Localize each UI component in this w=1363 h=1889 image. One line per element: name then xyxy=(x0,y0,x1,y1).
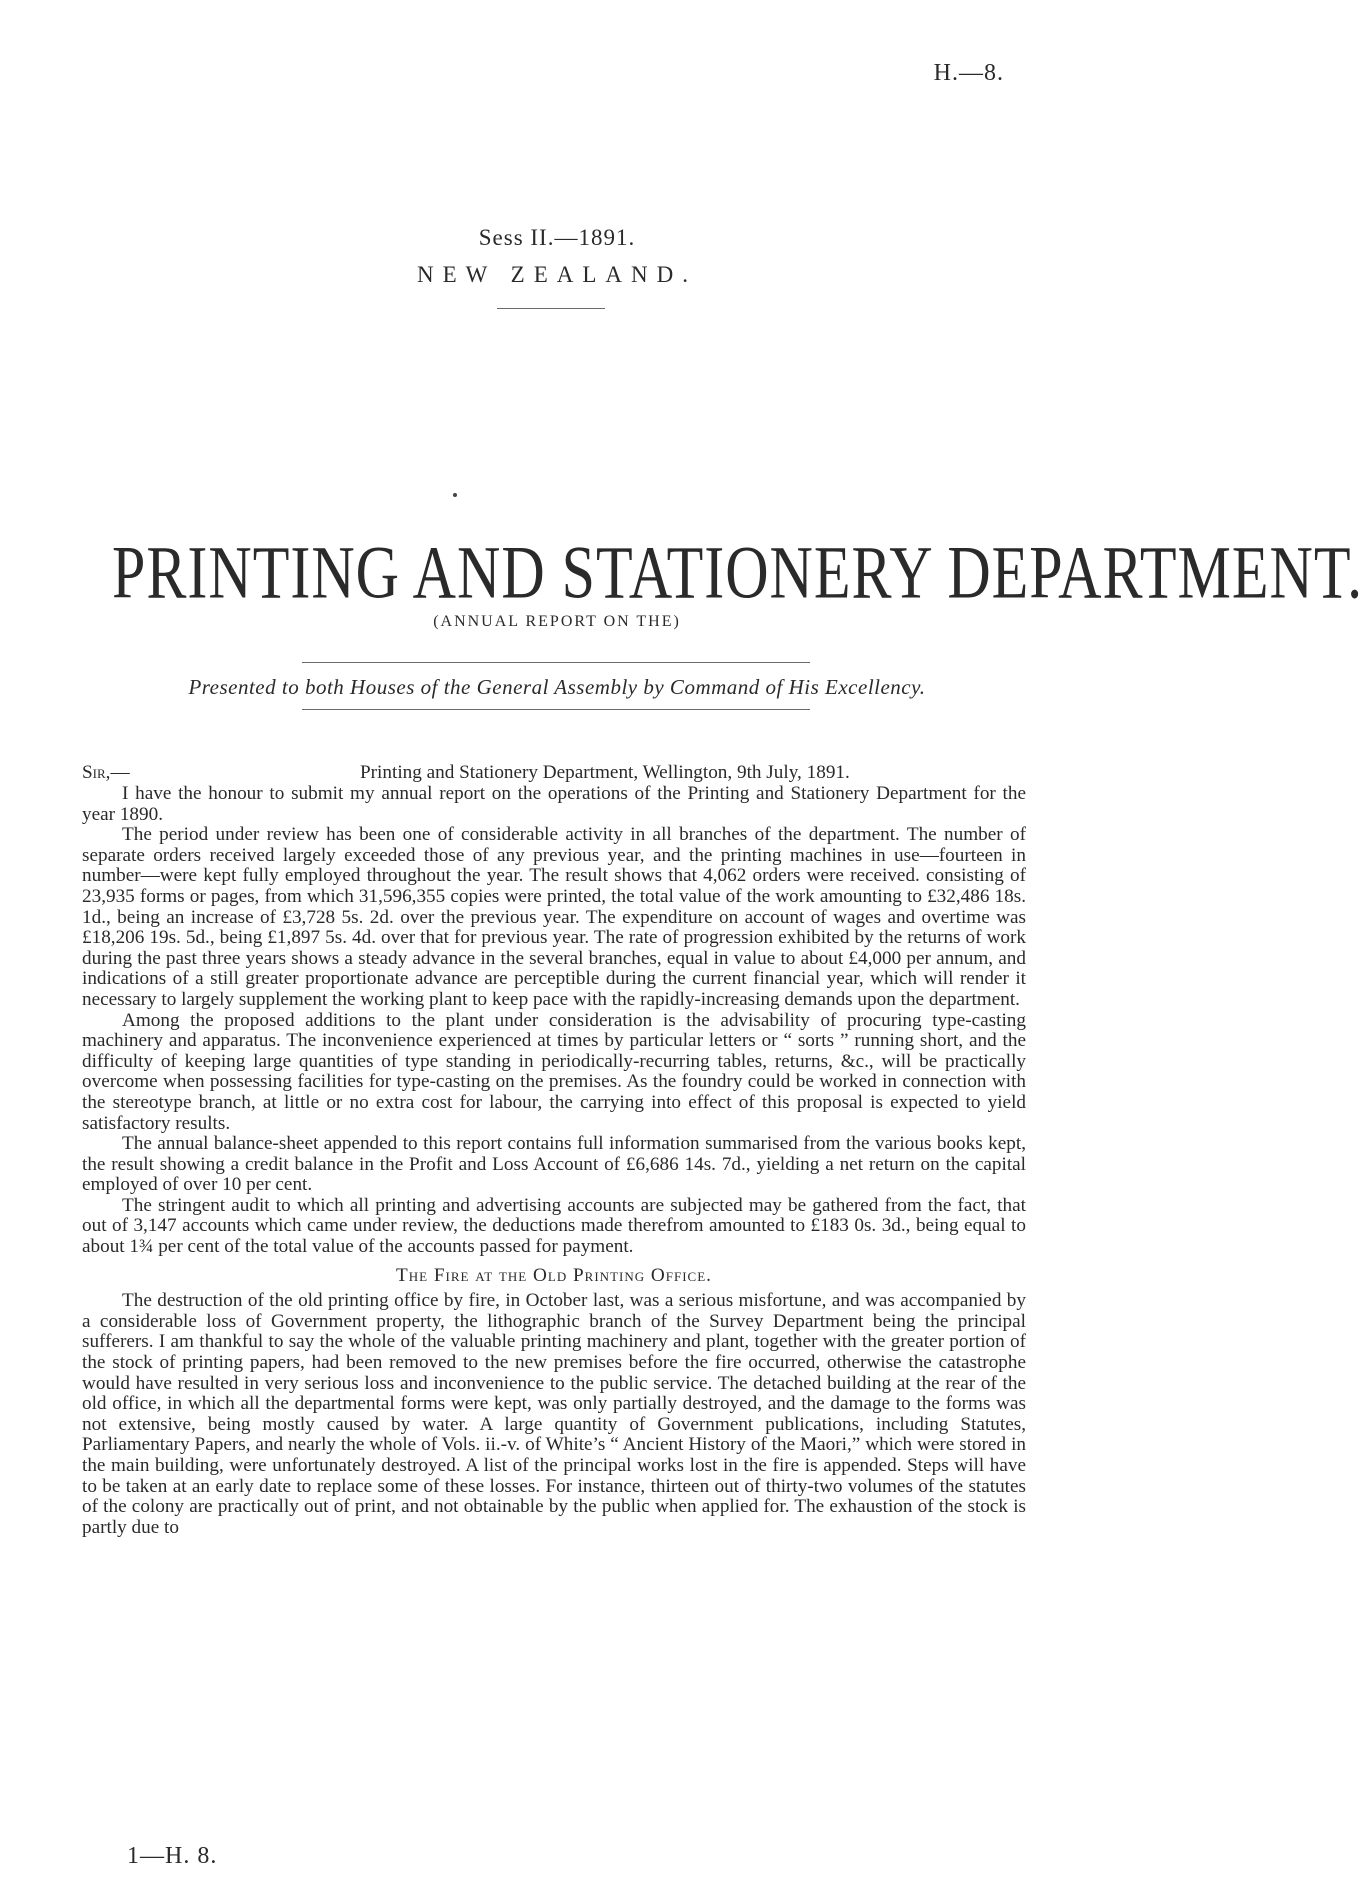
paragraph-balance-sheet: The annual balance-sheet appended to this report contains full information summarised from the various books kept, the result showing a credit balance in the Profit and Loss Account of £6,686 14s. 7d., yielding a net return on the capital employed of over 10 per cent. xyxy=(82,1133,1026,1196)
salutation-line xyxy=(82,763,1026,784)
ornament-dot xyxy=(453,493,457,497)
masthead-rule xyxy=(497,308,605,309)
page-title: PRINTING AND STATIONERY DEPARTMENT. xyxy=(112,531,1363,614)
paragraph-typecasting: Among the proposed additions to the plant under consideration is the advisability of procuring type-casting machinery and apparatus. The inconvenience experienced at times by particular letters or “ sorts ” running short, and the difficulty of keeping large quantities of type standing in periodically-recurring tables, returns, &c., will be practically overcome when possessing facilities for type-casting on the premises. As the foundry could be worked in connection with the stereotype branch, at little or no extra cost for labour, the carrying into effect of this proposal is expected to yield satisfactory results. xyxy=(82,1009,1026,1134)
page-reference: H.—8. xyxy=(933,60,1004,86)
session-line: Sess II.—1891. xyxy=(478,225,636,250)
dateline: Printing and Stationery Department, Wellington, 9th July, 1891. xyxy=(360,762,850,783)
presented-rule-top xyxy=(302,662,810,663)
presented-line: Presented to both Houses of the General Assembly by Command of His Excellency. xyxy=(188,675,926,699)
paragraph-audit: The stringent audit to which all printing and advertising accounts are subjected may be gathered from the fact, that out of 3,147 accounts which came under review, the deductions made therefrom amounted to £183 0s. 3d., being equal to about 1¾ per cent of the total value of the accounts passed for payment. xyxy=(82,1194,1026,1258)
salutation: Sir,— xyxy=(82,762,130,783)
page-signature: 1—H. 8. xyxy=(127,1843,218,1869)
country-line: NEW ZEALAND. xyxy=(416,262,698,287)
section-heading: The Fire at the Old Printing Office. xyxy=(396,1264,712,1286)
presented-rule-bottom xyxy=(302,709,810,710)
report-subtitle: (ANNUAL REPORT ON THE) xyxy=(433,613,681,630)
paragraph-fire: The destruction of the old printing office by fire, in October last, was a serious misfortune, and was accompanied by a considerable loss of Government property, the lithographic branch of the Survey Department being the principal sufferers. I am thankful to say the whole of the valuable printing machinery and plant, together with the greater portion of the stock of printing papers, had been removed to the new premises before the fire occurred, otherwise the catastrophe would have resulted in very serious loss and inconvenience to the public service. The detached building at the rear of the old office, in which all the departmental forms were kept, was only partially destroyed, and the damage to the forms was not extensive, being mostly caused by water. A large quantity of Government publications, including Statutes, Parliamentary Papers, and nearly the whole of Vols. ii.-v. of White’s “ Ancient History of the Maori,” which were stored in the main building, were unfortunately destroyed. A list of the principal works lost in the fire is appended. Steps will have to be taken at an early date to replace some of these losses. For instance, thirteen out of thirty-two volumes of the statutes of the colony are practically out of print, and not obtainable by the public when applied for. The exhaustion of the stock is partly due to xyxy=(82,1290,1026,1538)
letter-body xyxy=(82,763,1026,1538)
paragraph-intro: I have the honour to submit my annual report on the operations of the Printing and Stationery Department for the year 1890. xyxy=(82,783,1026,825)
paragraph-activity: The period under review has been one of considerable activity in all branches of the department. The number of separate orders received largely exceeded those of any previous year, and the printing machines in use—fourteen in number—were kept fully employed throughout the year. The result shows that 4,062 orders were received. consisting of 23,935 forms or pages, from which 31,596,355 copies were printed, the total value of the work amounting to £32,486 18s. 1d., being an increase of £3,728 5s. 2d. over the previous year. The expenditure on account of wages and overtime was £18,206 19s. 5d., being £1,897 5s. 4d. over that for previous year. The rate of progression exhibited by the returns of work during the past three years shows a steady advance in the several branches, equal in value to about £4,000 per annum, and indications of a still greater proportionate advance are perceptible during the current financial year, which will render it necessary to largely supplement the working plant to keep pace with the rapidly-increasing demands upon the department. xyxy=(82,824,1026,1010)
